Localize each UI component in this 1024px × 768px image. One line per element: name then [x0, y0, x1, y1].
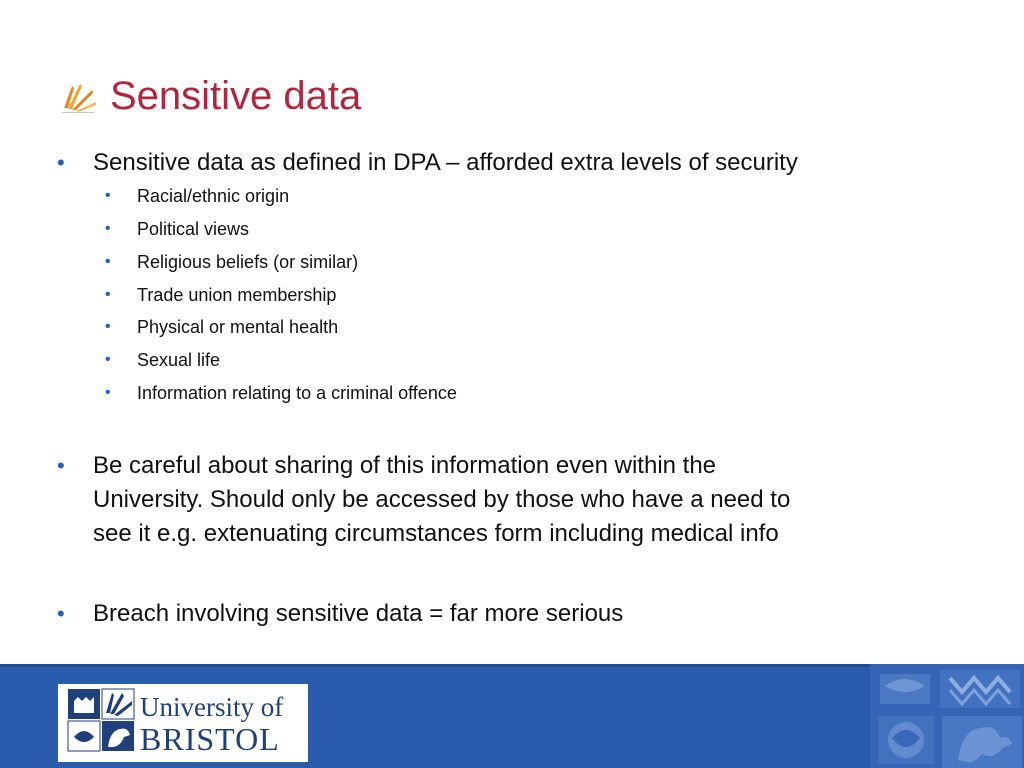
logo-text-university: University of: [140, 692, 284, 722]
bullet-dpa: [57, 146, 798, 180]
footer-bar: [0, 664, 1024, 768]
bullet-text: Sensitive data as defined in DPA – afforded extra levels of security: [93, 149, 798, 176]
university-crest-icon: [66, 687, 138, 755]
crest-pattern-decoration: [870, 664, 1024, 768]
flame-icon: [58, 78, 98, 114]
sub-item: [105, 183, 290, 209]
sub-item: [105, 347, 221, 373]
sub-item-text: Information relating to a criminal offence: [137, 383, 457, 403]
bullet-line: see it e.g. extenuating circumstances form including medical info: [93, 520, 779, 547]
sub-item: [105, 249, 359, 275]
sub-item-text: Trade union membership: [137, 285, 337, 305]
bullet-text: Breach involving sensitive data = far more serious: [93, 600, 624, 627]
bullet-dot: •: [57, 150, 65, 175]
bullet-dot: •: [105, 253, 111, 270]
sub-item-text: Sexual life: [137, 350, 221, 370]
bullet-dot: •: [105, 318, 111, 335]
bullet-dot: •: [57, 601, 65, 626]
bullet-breach: [57, 597, 624, 631]
sub-item: [105, 314, 339, 340]
bullet-dot: •: [105, 351, 111, 368]
sub-item-text: Physical or mental health: [137, 317, 339, 337]
logo-text-bristol: BRISTOL: [140, 721, 280, 757]
bullet-dot: •: [105, 384, 111, 401]
bullet-careful: [57, 449, 791, 551]
bullet-dot: •: [105, 187, 111, 204]
bullet-line: University. Should only be accessed by those who have a need to: [93, 486, 791, 513]
bullet-dot: •: [105, 286, 111, 303]
slide-title: Sensitive data: [110, 74, 362, 118]
sub-item: [105, 216, 250, 242]
sub-item: [105, 380, 457, 406]
sub-item-text: Political views: [137, 219, 250, 239]
sub-item-text: Racial/ethnic origin: [137, 186, 290, 206]
bullet-line: Be careful about sharing of this information even within the: [93, 452, 717, 479]
bullet-dot: •: [57, 453, 65, 478]
sub-item: [105, 282, 337, 308]
bullet-dot: •: [105, 220, 111, 237]
sub-item-text: Religious beliefs (or similar): [137, 252, 359, 272]
